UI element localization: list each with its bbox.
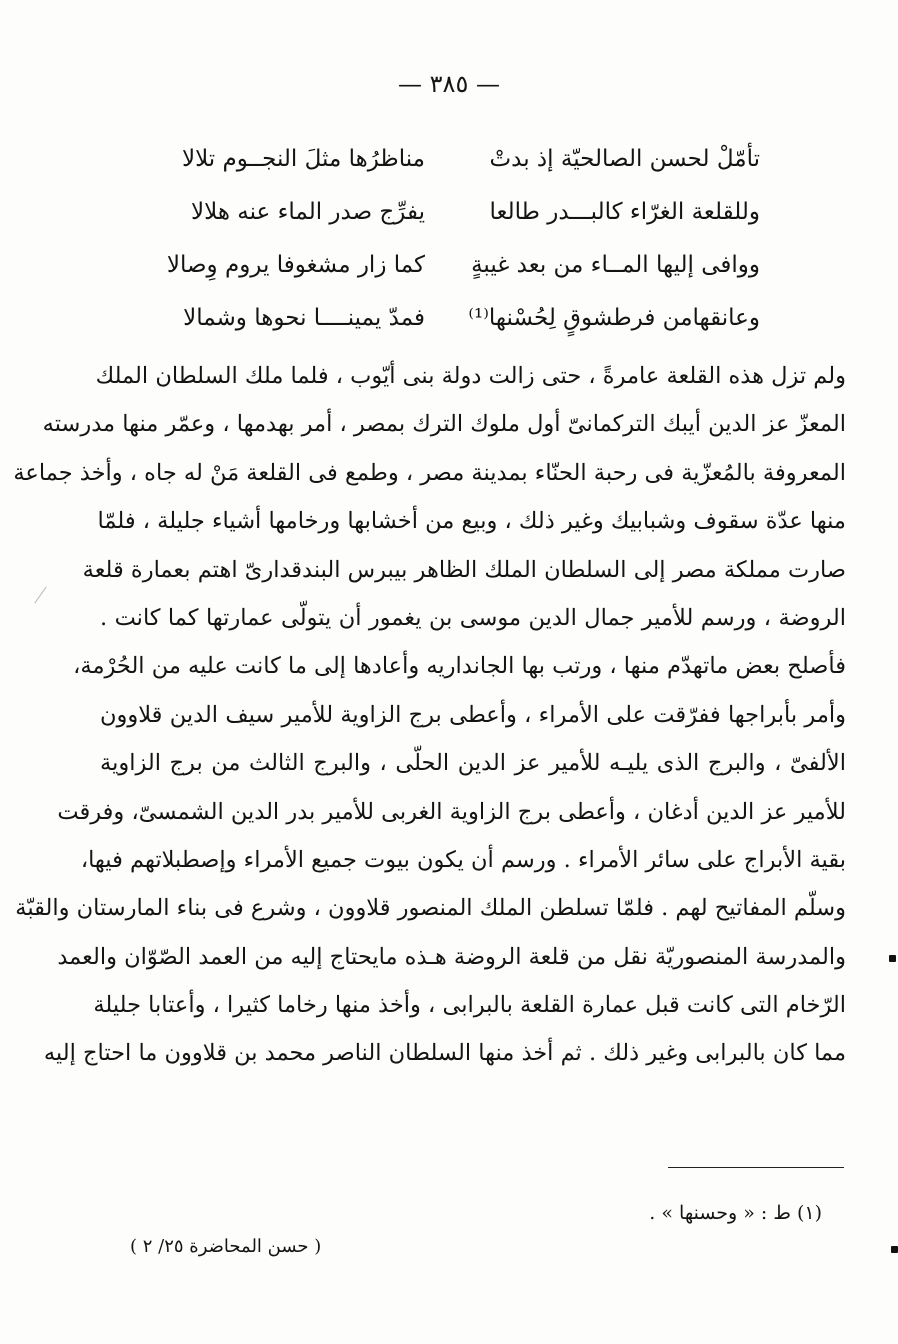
footnote: (١) ط : « وحسنها » . [649,1202,822,1224]
prose-line: منها عدّة سقوف وشبابيك وغير ذلك ، وبيع من أخشابها ورخامها أشياء جليلة ، فلمّا [97,508,846,535]
footnote-divider [668,1167,844,1168]
prose-line: وسلّم المفاتيح لهم . فلمّا تسلطن الملك المنصور قلاوون ، وشرع فى بناء المارستان والقبّة [15,895,846,922]
first-hemistich: تأمّلْ لحسن الصالحيّة إذ بدتْ [489,145,760,172]
second-hemistich: مناظرُها مثلَ النجــوم تلالا [181,145,425,172]
poem-verse [170,291,760,344]
prose-line: مما كان بالبرابى وغير ذلك . ثم أخذ منها السلطان الناصر محمد بن قلاوون ما احتاج إليه [43,1040,846,1067]
prose-line: ولم تزل هذه القلعة عامرةً ، حتى زالت دولة بنى أيّوب ، فلما ملك السلطان الملك [95,363,846,389]
margin-mark [891,1246,898,1253]
first-hemistich: ووافى إليها المــاء من بعد غيبةٍ [471,251,760,278]
prose-line: الروضة ، ورسم للأمير جمال الدين موسى بن يغمور أن يتولّى عمارتها كما كانت . [100,604,846,631]
prose-line: المعروفة بالمُعزّية فى رحبة الحنّاء بمدينة مصر ، وطمع فى القلعة مَنْ له جاه ، وأخذ جماعة [13,459,846,486]
second-hemistich: فمدّ يمينــــا نحوها وشمالا [183,304,425,331]
prose-line: وأمر بأبراجها ففرّقت على الأمراء ، وأعطى برج الزاوية للأمير سيف الدين قلاوون [100,701,846,728]
first-hemistich: وعانقهامن فرطشوقٍ لِحُسْنها⁽¹⁾ [468,304,760,331]
poem-verse [166,238,760,291]
poem-verse [170,132,760,185]
prose-line: الرّخام التى كانت قبل عمارة القلعة بالبرابى ، وأخذ منها رخاما كثيرا ، وأعتابا جليلة [93,992,846,1019]
poem-verse [170,185,760,238]
prose-body [13,352,846,1078]
second-hemistich: يفرِّج صدر الماء عنه هلالا [190,198,425,225]
prose-line: صارت مملكة مصر إلى السلطان الملك الظاهر بيبرس البندقدارىّ اهتم بعمارة قلعة [82,556,846,583]
margin-mark [889,955,896,962]
prose-line: المعزّ عز الدين أيبك التركمانىّ أول ملوك الترك بمصر ، أمر بهدمها ، وعمّر منها مدرسته [42,411,846,438]
prose-line: بقية الأبراج على سائر الأمراء . ورسم أن يكون بيوت جميع الأمراء وإصطبلاتهم فيها، [80,846,846,873]
page-number: — ٣٨٥ — [398,70,500,98]
first-hemistich: وللقلعة الغرّاء كالبـــدر طالعا [489,198,760,225]
prose-line: الألفىّ ، والبرج الذى يليـه للأمير عز الدين الحلّى ، والبرج الثالث من برج الزاوية [100,750,846,777]
source-reference: ( حسن المحاضرة ٢٥/ ٢ ) [130,1236,322,1257]
prose-line: فأصلح بعض ماتهدّم منها ، ورتب بها الجانداريه وأعادها إلى ما كانت عليه من الحُرْمة، [73,653,846,680]
prose-line: للأمير عز الدين أدغان ، وأعطى برج الزاوية الغربى للأمير بدر الدين الشمسىّ، وفرقت [57,798,846,825]
prose-line: والمدرسة المنصوريّة نقل من قلعة الروضة هـذه مايحتاج إليه من العمد الصّوّان والعمد [57,943,846,970]
second-hemistich: كما زار مشغوفا يروم وِصالا [166,251,425,278]
scan-artifact [34,587,46,604]
poem [166,132,760,344]
